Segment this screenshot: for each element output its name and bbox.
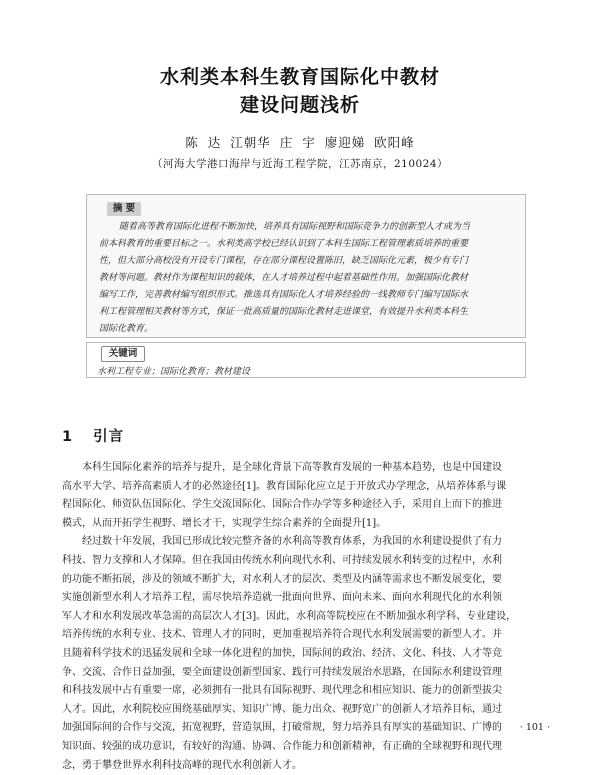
body-line: 且随着科学技术的迅猛发展和全球一体化进程的加快，国际间的政治、经济、文化、科技、人才等竞 <box>62 645 552 664</box>
section-heading <box>62 425 124 446</box>
abstract-line: 编写工作，完善教材编写组织形式。推选具有国际化人才培养经验的一线教师专门编写国际水 <box>99 287 519 304</box>
keywords-label: 关键词 <box>101 346 145 362</box>
body-line: 程国际化、师资队伍国际化、学生交流国际化、国际合作办学等多种途径入手，采用自上而下的推进 <box>62 496 552 515</box>
page-number: · 101 · <box>520 722 550 733</box>
abstract-line: 利工程管理相关教材等方式，保证一批高质量的国际化教材走进课堂，有效提升水利类本科生 <box>99 304 519 321</box>
body-line: 念，勇于攀登世界水利科技高峰的现代水利创新人才。 <box>62 757 552 775</box>
body-line: 的功能不断拓展，涉及的领域不断扩大，对水利人才的层次、类型及内涵等需求也不断发展变化，要 <box>62 571 552 590</box>
paper-title-line-2: 建设问题浅析 <box>0 90 600 117</box>
body-line: 经过数十年发展，我国已形成比较完整齐备的水利高等教育体系，为我国的水利建设提供了有力 <box>62 533 552 552</box>
body-line: 模式，从而开拓学生视野、增长才干，实现学生综合素养的全面提升[1]。 <box>62 515 552 534</box>
body-line: 知识面、较强的成功意识，有较好的沟通、协调、合作能力和创新精神，有正确的全球视野和现代理 <box>62 738 552 757</box>
abstract-line: 国际化教育。 <box>99 321 519 338</box>
abstract-line: 性，但大部分高校没有开设专门课程，存在部分课程设置陈旧，缺乏国际化元素，极少有专门 <box>99 253 519 270</box>
abstract-line: 前本科教育的重要目标之一。水利类高学校已经认识到了本科生国际工程管理素质培养的重要 <box>99 236 519 253</box>
body-line: 人才。因此，水利院校应围绕基础厚实、知识广博、能力出众、视野宽广的创新人才培养目标，通过 <box>62 701 552 720</box>
body-line: 争、交流、合作日益加强，要全面建设创新型国家、践行可持续发展治水思路，在国际水利建设管理 <box>62 664 552 683</box>
keywords-text: 水利工程专业；国际化教育；教材建设 <box>97 364 250 377</box>
body-text <box>62 459 552 775</box>
body-line: 培养传统的水利专业、技术、管理人才的同时，更加重视培养符合现代水利发展需要的新型人才。并 <box>62 626 552 645</box>
author-affiliation: （河海大学港口海岸与近海工程学院，江苏南京，210024） <box>0 156 600 171</box>
body-line: 和科技发展中占有重要一席，必须拥有一批具有国际视野、现代理念和相应知识、能力的创新型拔尖 <box>62 682 552 701</box>
abstract-box <box>86 194 526 338</box>
abstract-line: 教材等问题。教材作为课程知识的载体，在人才培养过程中起着基础性作用。加强国际化教材 <box>99 270 519 287</box>
abstract-label: 摘 要 <box>107 202 141 216</box>
abstract-text <box>99 219 519 338</box>
section-title: 引言 <box>93 429 124 445</box>
section-number: 1 <box>62 429 73 445</box>
body-line: 科技、智力支撑和人才保障。但在我国由传统水利向现代水利、可持续发展水利转变的过程中，水利 <box>62 552 552 571</box>
body-line: 军人才和水利发展改革急需的高层次人才[3]。因此，水利高等院校应在不断加强水利学科、专业建设， <box>62 608 552 627</box>
body-line: 加强国际间的合作与交流，拓宽视野，营造氛围，打破常规，努力培养具有厚实的基础知识、广博的 <box>62 719 552 738</box>
paper-title-line-1: 水利类本科生教育国际化中教材 <box>0 62 600 89</box>
author-list: 陈 达 江朝华 庄 宇 廖迎娣 欧阳峰 <box>0 133 600 151</box>
body-line: 高水平大学、培养高素质人才的必然途径[1]。教育国际化应立足于开放式办学理念，从培养体系与课 <box>62 478 552 497</box>
body-line: 本科生国际化素养的培养与提升，是全球化背景下高等教育发展的一种基本趋势，也是中国建设 <box>62 459 552 478</box>
keywords-box <box>86 342 526 378</box>
body-line: 实施创新型水利人才培养工程，需尽快培养造就一批面向世界、面向未来、面向水利现代化的水利领 <box>62 589 552 608</box>
abstract-line: 随着高等教育国际化进程不断加快，培养具有国际视野和国际竞争力的创新型人才成为当 <box>99 219 519 236</box>
